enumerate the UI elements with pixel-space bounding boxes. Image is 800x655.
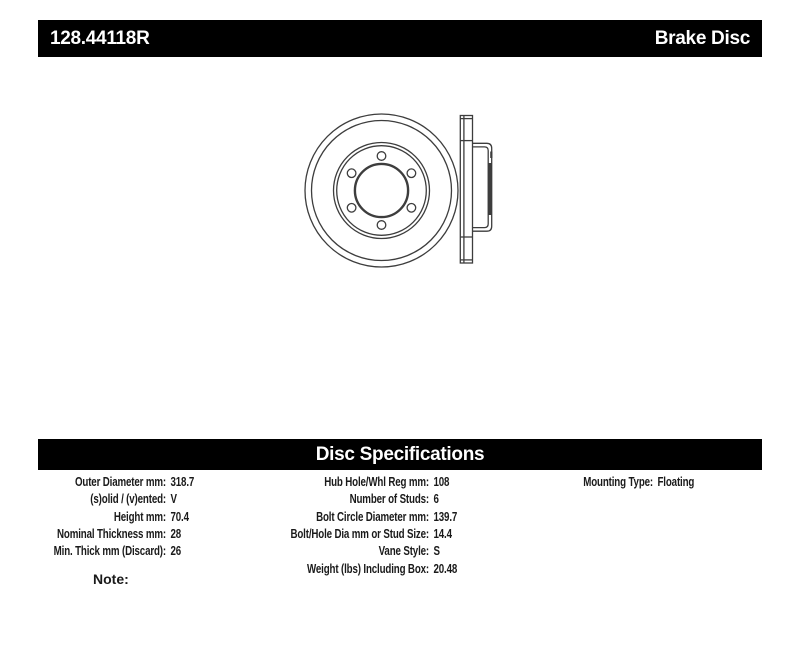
spec-label: Mounting Type:: [583, 474, 653, 489]
brake-disc-technical-drawing: [280, 95, 510, 280]
spec-value: 318.7: [170, 474, 195, 489]
spec-label: Bolt Circle Diameter mm:: [316, 508, 429, 524]
header-bar: [38, 20, 762, 57]
spec-value: 70.4: [170, 508, 189, 524]
spec-value: 108: [433, 474, 450, 489]
spec-row-bolt-circle-diameter: [264, 508, 457, 525]
spec-row-weight: [264, 560, 457, 577]
spec-row-outer-diameter: [31, 473, 194, 490]
spec-value: 26: [170, 543, 182, 559]
spec-value: 20.48: [433, 560, 458, 576]
spec-value: V: [170, 491, 177, 507]
spec-label: Bolt/Hole Dia mm or Stud Size:: [290, 526, 429, 542]
spec-label: Outer Diameter mm:: [74, 474, 166, 489]
spec-column-hub-studs: [264, 473, 457, 577]
spec-value: 6: [433, 491, 439, 507]
spec-value: Floating: [657, 474, 695, 489]
spec-label: Min. Thick mm (Discard):: [53, 543, 166, 559]
spec-label: Weight (lbs) Including Box:: [307, 560, 429, 576]
spec-value: 139.7: [433, 508, 458, 524]
spec-column-mounting: [567, 473, 694, 490]
disc-side-section-icon: [460, 116, 491, 264]
disc-front-view-icon: [305, 114, 458, 267]
spec-row-nominal-thickness: [31, 525, 194, 542]
spec-row-height: [31, 508, 194, 525]
spec-row-number-of-studs: [264, 490, 457, 507]
part-number: 128.44118R: [50, 28, 150, 49]
spec-row-solid-vented: [31, 490, 194, 507]
spec-row-hub-hole: [264, 473, 457, 490]
spec-label: Vane Style:: [378, 543, 429, 559]
spec-label: Number of Studs:: [349, 491, 429, 507]
product-type-title: Brake Disc: [654, 28, 750, 49]
spec-value: S: [433, 543, 440, 559]
note-label: Note:: [93, 571, 129, 587]
spec-label: Height mm:: [113, 508, 166, 524]
spec-label: Hub Hole/Whl Reg mm:: [324, 474, 429, 489]
spec-row-min-thick-discard: [31, 542, 194, 559]
spec-label: (s)olid / (v)ented:: [90, 491, 166, 507]
spec-label: Nominal Thickness mm:: [56, 526, 166, 542]
disc-specifications-bar: [38, 439, 762, 470]
section-title: Disc Specifications: [315, 444, 485, 465]
spec-row-vane-style: [264, 542, 457, 559]
spec-row-bolt-hole-dia: [264, 525, 457, 542]
spec-value: 14.4: [433, 526, 452, 542]
spec-row-mounting-type: [567, 473, 694, 490]
spec-value: 28: [170, 526, 182, 542]
spec-column-dimensions: [31, 473, 194, 560]
